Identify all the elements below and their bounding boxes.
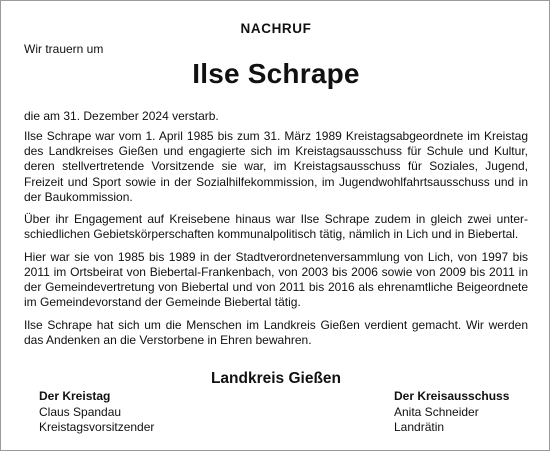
signatory-name: Claus Spandau [39,404,122,419]
paragraph-closing: Ilse Schrape hat sich um die Menschen im Landkreis Gießen verdient gemacht. Wir werden das Andenken an die Verstorbene in Ehren bewahren. [24,317,528,347]
intro-text: Wir trauern um [24,42,104,56]
obituary-body [24,129,528,355]
paragraph-engagement: Über ihr Engagement auf Kreisebene hinaus war Ilse Schrape zudem in gleich zwei unterschiedlichen Gebietskörperschaften kommunalpolitisch tätig, nämlich in Lich und in Biebertal. [24,212,528,242]
signature-role: Der Kreistag [39,389,111,403]
signature-role: Der Kreisausschuss [394,389,510,403]
paragraph-local-offices: Hier war sie von 1985 bis 1989 in der Stadtverordnetenversammlung von Lich, von 1997 bis 2011 im Ortsbeirat von Biebertal-Frankenbach, von 2003 bis 2006 sowie von 2009 bis 2011 in der Gemeindevertretung von Biebertal und von 2011 bis 2016 als ehrenamtliche Beigeordnete im Gemeindevorstand der Gemeinde Biebertal tätig. [24,249,528,310]
organization-name: Landkreis Gießen [210,370,342,387]
paragraph-career: Ilse Schrape war vom 1. April 1985 bis zum 31. März 1989 Kreistagsabgeordnete im Kreistag des Landkreises Gießen und engagierte sich im Kreistagsausschuss für Schule und Kultur, deren stellvertretende Vorsitzende sie war, im Kreistagsausschuss für Soziales, Jugend, Freizeit und Sport sowie in der Sozialhilfekommission, im Jugendwohlfahrtsausschuss und in der Baukommission. [24,129,528,204]
signatory-title: Kreistagsvorsitzender [39,420,155,434]
signature-kreistag [39,389,154,436]
signature-kreisausschuss [394,389,509,436]
death-date-text: die am 31. Dezember 2024 verstarb. [24,109,219,123]
signatory-name: Anita Schneider [394,404,479,419]
deceased-name: Ilse Schrape [192,58,360,89]
signatory-title: Landrätin [394,420,445,434]
notice-heading: NACHRUF [240,21,312,36]
